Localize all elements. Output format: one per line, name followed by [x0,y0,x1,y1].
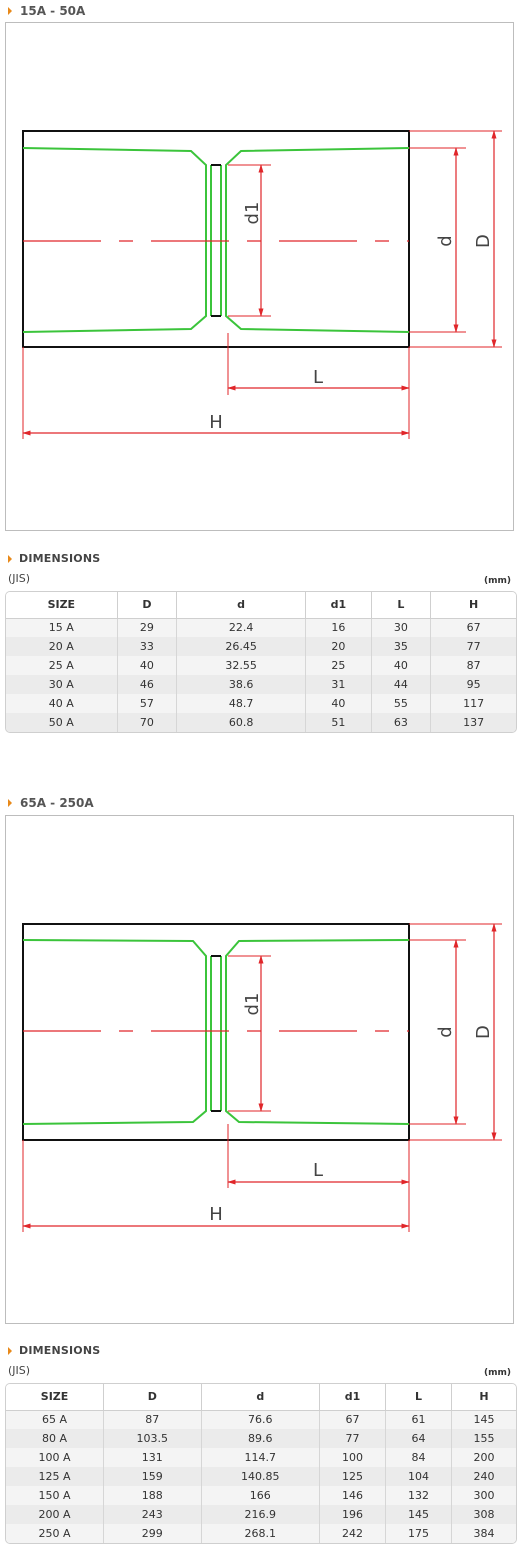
table-cell: 16 [306,618,372,637]
inner-profile-left [23,940,206,1124]
table-cell: 145 [385,1505,451,1524]
table-cell: 159 [104,1467,201,1486]
table-cell: 240 [451,1467,516,1486]
standard-label: (JIS) [8,572,31,585]
bullet-arrow-icon [8,555,12,563]
table-cell: 200 [451,1448,516,1467]
dimensions-label: DIMENSIONS [19,1344,101,1357]
column-header: d [177,592,306,618]
table-cell: 250 A [6,1524,104,1543]
table-cell: 44 [371,675,431,694]
column-header: d [201,1384,319,1410]
table-row [6,1505,516,1524]
table-row [6,656,516,675]
table-cell: 200 A [6,1505,104,1524]
table-cell: 67 [320,1410,386,1429]
column-header: D [104,1384,201,1410]
table-cell: 300 [451,1486,516,1505]
label-d1: d1 [242,992,263,1016]
table-cell: 55 [371,694,431,713]
label-d: d [435,235,456,247]
table-cell: 67 [431,618,516,637]
table-cell: 89.6 [201,1429,319,1448]
table-cell: 30 A [6,675,117,694]
table-cell: 243 [104,1505,201,1524]
table-row [6,713,516,732]
table-cell: 26.45 [177,637,306,656]
table-cell: 29 [117,618,177,637]
table-cell: 146 [320,1486,386,1505]
label-d: d [435,1026,456,1038]
table-cell: 145 [451,1410,516,1429]
table-cell: 125 A [6,1467,104,1486]
table-cell: 40 A [6,694,117,713]
section-title-text: 15A - 50A [20,4,86,18]
table-cell: 38.6 [177,675,306,694]
dimensions-heading-1 [8,552,100,565]
table-cell: 63 [371,713,431,732]
table-cell: 35 [371,637,431,656]
table-cell: 25 A [6,656,117,675]
table-cell: 15 A [6,618,117,637]
table-cell: 196 [320,1505,386,1524]
table-cell: 155 [451,1429,516,1448]
table-row [6,618,516,637]
column-header: H [451,1384,516,1410]
table-row [6,675,516,694]
table-cell: 188 [104,1486,201,1505]
column-header: d1 [306,592,372,618]
table-cell: 31 [306,675,372,694]
table-cell: 150 A [6,1486,104,1505]
table-cell: 100 [320,1448,386,1467]
table-cell: 50 A [6,713,117,732]
table-row [6,1467,516,1486]
table-row [6,1410,516,1429]
table-cell: 48.7 [177,694,306,713]
column-header: d1 [320,1384,386,1410]
table-cell: 114.7 [201,1448,319,1467]
section-title-2 [8,796,94,810]
dimensions-table-1 [5,591,517,733]
dimensions-heading-2 [8,1344,100,1357]
column-header: SIZE [6,592,117,618]
label-H: H [209,412,223,433]
table-cell: 40 [117,656,177,675]
table-cell: 30 [371,618,431,637]
table-cell: 117 [431,694,516,713]
column-header: D [117,592,177,618]
table-cell: 131 [104,1448,201,1467]
table-cell: 100 A [6,1448,104,1467]
table-row [6,1486,516,1505]
label-L: L [312,1160,324,1181]
table-cell: 103.5 [104,1429,201,1448]
table-cell: 132 [385,1486,451,1505]
table-cell: 125 [320,1467,386,1486]
coupling-diagram-svg [6,816,515,1325]
unit-label: (mm) [484,1368,511,1378]
table-cell: 60.8 [177,713,306,732]
table-cell: 84 [385,1448,451,1467]
table-cell: 32.55 [177,656,306,675]
table-cell: 46 [117,675,177,694]
table-cell: 77 [320,1429,386,1448]
table-row [6,637,516,656]
column-header: H [431,592,516,618]
table-cell: 216.9 [201,1505,319,1524]
standard-label: (JIS) [8,1364,31,1377]
section-title-1 [8,4,85,18]
table-cell: 40 [371,656,431,675]
table-cell: 87 [104,1410,201,1429]
table-row [6,1524,516,1543]
table-cell: 140.85 [201,1467,319,1486]
table-cell: 166 [201,1486,319,1505]
label-L: L [312,367,324,388]
table-cell: 65 A [6,1410,104,1429]
table-cell: 22.4 [177,618,306,637]
label-H: H [209,1204,223,1225]
bullet-arrow-icon [8,799,12,807]
section-title-text: 65A - 250A [20,796,94,810]
table-cell: 175 [385,1524,451,1543]
table-cell: 76.6 [201,1410,319,1429]
label-d1: d1 [242,201,263,225]
table-cell: 51 [306,713,372,732]
table-cell: 33 [117,637,177,656]
table-cell: 57 [117,694,177,713]
table-cell: 242 [320,1524,386,1543]
table-row [6,1448,516,1467]
inner-profile-left [23,148,206,332]
bullet-arrow-icon [8,7,12,15]
table-cell: 80 A [6,1429,104,1448]
unit-label: (mm) [484,576,511,586]
table-cell: 384 [451,1524,516,1543]
table-cell: 268.1 [201,1524,319,1543]
coupling-drawing-2 [5,815,514,1324]
table-cell: 25 [306,656,372,675]
coupling-outline [23,131,409,347]
table-row [6,1429,516,1448]
label-D: D [473,1025,494,1039]
table-cell: 20 A [6,637,117,656]
table-cell: 308 [451,1505,516,1524]
column-header: L [371,592,431,618]
table-cell: 61 [385,1410,451,1429]
table-cell: 137 [431,713,516,732]
coupling-drawing-1 [5,22,514,531]
table-cell: 299 [104,1524,201,1543]
table-cell: 104 [385,1467,451,1486]
table-cell: 95 [431,675,516,694]
inner-profile-right [226,148,409,332]
table-cell: 87 [431,656,516,675]
inner-profile-right [226,940,409,1124]
label-D: D [473,234,494,248]
table-row [6,694,516,713]
table-cell: 64 [385,1429,451,1448]
dimensions-label: DIMENSIONS [19,552,101,565]
dimensions-table-2 [5,1383,517,1544]
coupling-diagram-svg [6,23,515,532]
table-cell: 20 [306,637,372,656]
table-cell: 70 [117,713,177,732]
bullet-arrow-icon [8,1347,12,1355]
table-cell: 77 [431,637,516,656]
column-header: SIZE [6,1384,104,1410]
column-header: L [385,1384,451,1410]
table-cell: 40 [306,694,372,713]
